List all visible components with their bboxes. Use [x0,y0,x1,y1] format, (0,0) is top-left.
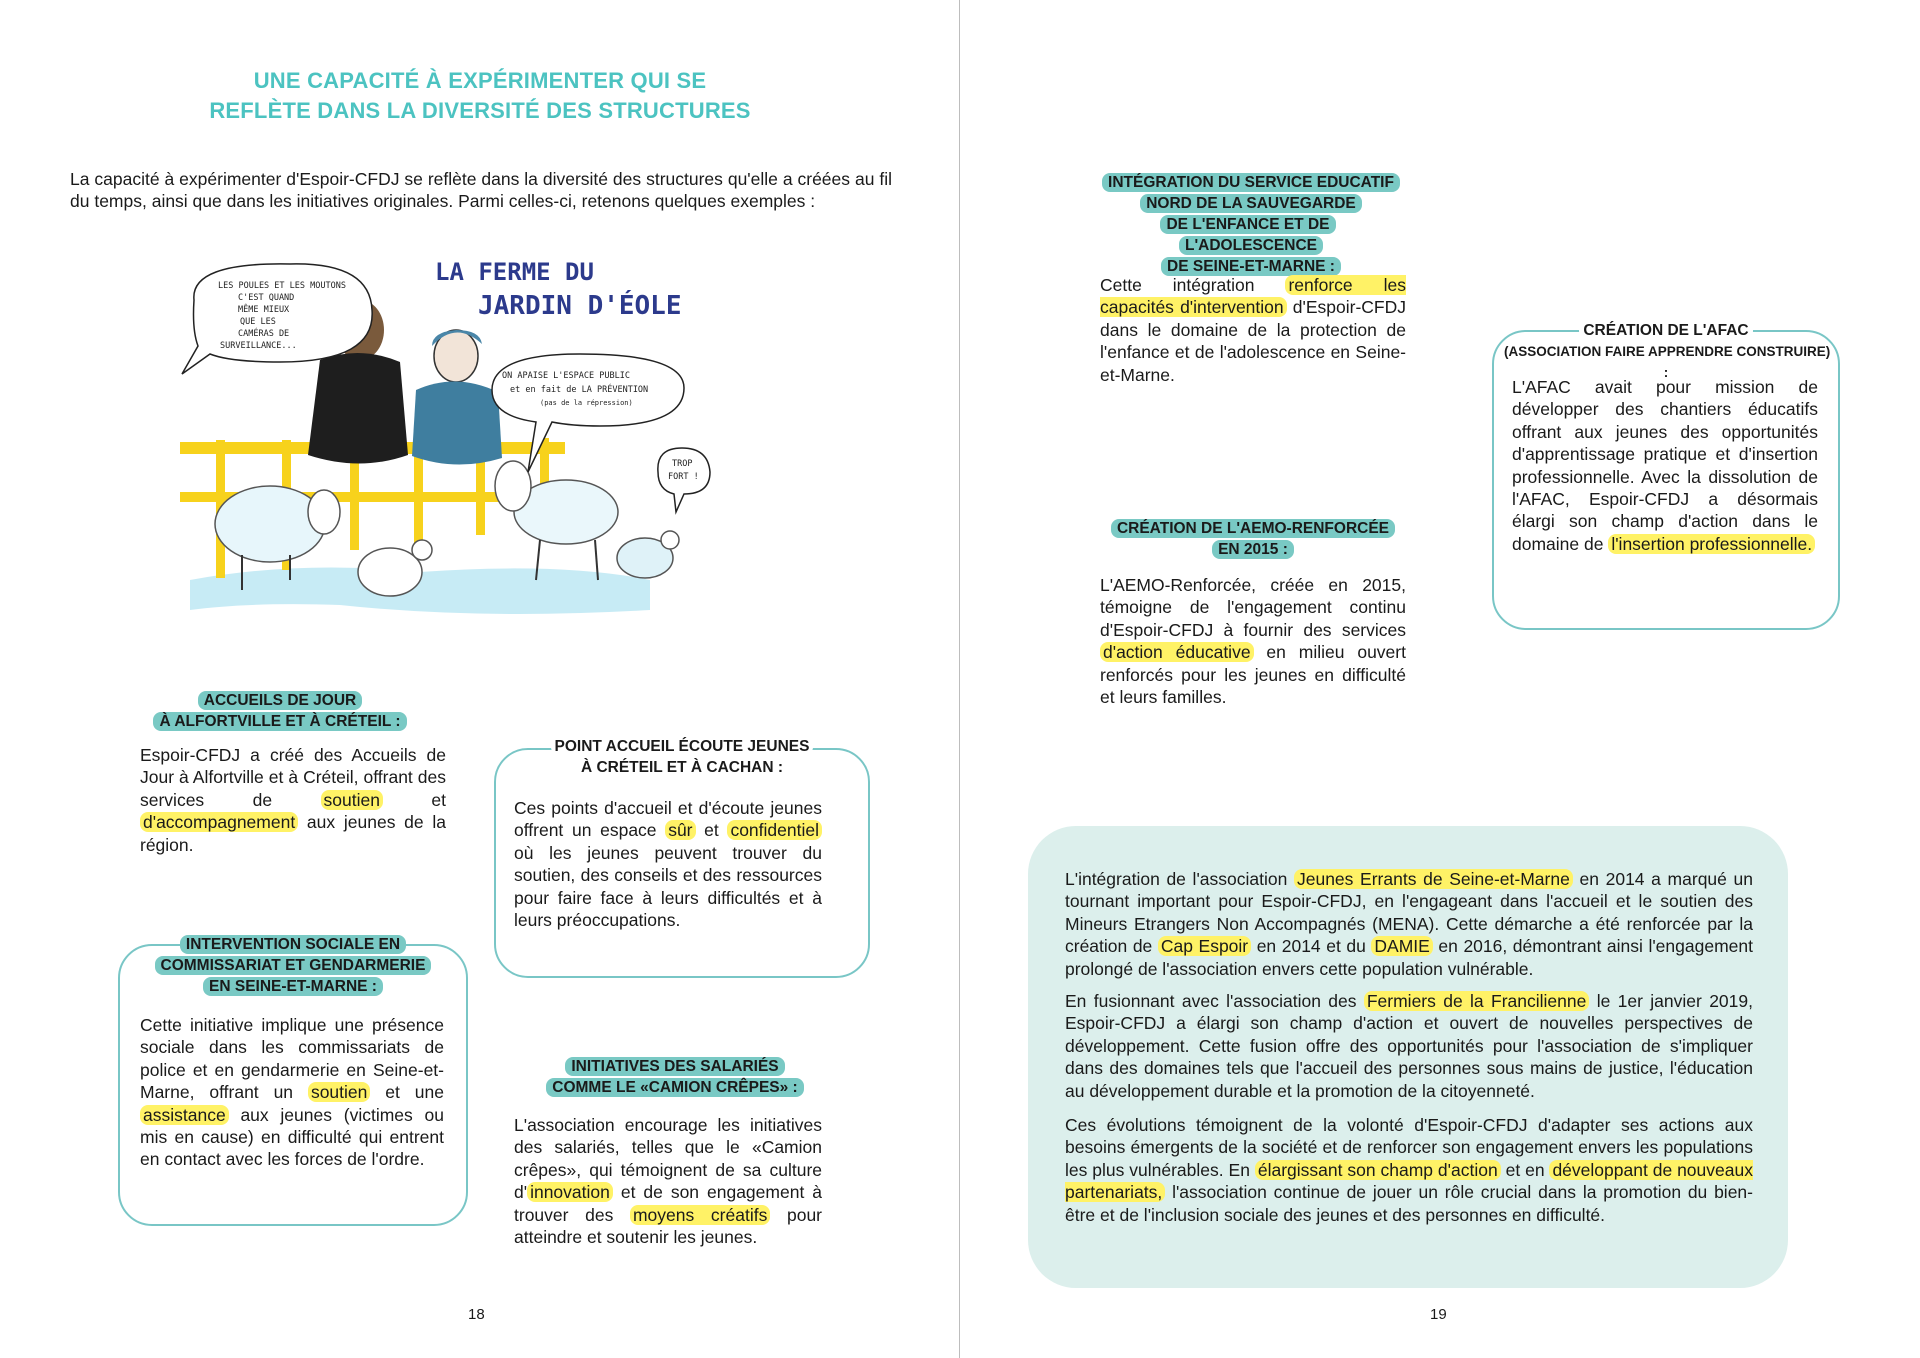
illustration-title-1: LA FERME DU [435,258,594,286]
afac-heading-2: (ASSOCIATION FAIRE APPRENDRE CONSTRUIRE) : [1500,344,1834,380]
integration-heading-2: NORD DE LA SAUVEGARDE [1140,194,1362,213]
intro-paragraph: La capacité à expérimenter d'Espoir-CFDJ se reflète dans la diversité des structures qu'elle a créées au fil du temps, ainsi que dans les initiatives originales. Parmi celles-ci, retenons quelques exemples : [70,169,892,212]
bubble1-line-5: CAMÉRAS DE [238,329,290,339]
highlight-accompagnement: d'accompagnement [140,812,298,832]
highlight-renforce: renforce les capacités d'intervention [1100,275,1406,318]
point-accueil-text: Ces points d'accueil et d'écoute jeunes offrent un espace sûr et confidentiel où les jeunes peuvent trouver du soutien, des conseils et des ressources pour faire face à leurs difficultés et à leurs préoccupations. [514,798,822,931]
integration-heading-1: INTÉGRATION DU SERVICE EDUCATIF [1102,173,1400,192]
bubble1-line-4: QUE LES [240,317,276,327]
highlight-fermiers: Fermiers de la Francilienne [1364,991,1589,1011]
intervention-heading-3: EN SEINE-ET-MARNE : [203,977,383,996]
highlight-confidentiel: confidentiel [727,820,822,840]
title-line-2: REFLÈTE DANS LA DIVERSITÉ DES STRUCTURES [209,98,751,123]
afac-heading [1500,320,1832,383]
bubble3-line-2: FORT ! [668,472,699,482]
title-line-1: UNE CAPACITÉ À EXPÉRIMENTER QUI SE [253,68,707,93]
highlight-damie: DAMIE [1371,936,1432,956]
intervention-heading-2: COMMISSARIAT ET GENDARMERIE [155,956,432,975]
intervention-text: Cette initiative implique une présence sociale dans les commissariats de police et en gendarmerie en Seine-et-Marne, offrant un soutien et une assistance aux jeunes (victimes ou mis en cause) en difficulté qui entrent en contact avec les forces de l'ordre. [140,1015,444,1170]
highlight-soutien-2: soutien [308,1082,370,1102]
integration-text: Cette intégration renforce les capacités d'intervention d'Espoir-CFDJ dans le domaine de la protection de l'enfance et de l'adolescence en Seine-et-Marne. [1100,275,1406,385]
accueils-heading-2: À ALFORTVILLE ET À CRÉTEIL : [153,712,406,731]
bubble1-line-1: LES POULES ET LES MOUTONS [218,281,346,291]
highlight-partenariats: développant de nouveaux partenariats, [1065,1159,1753,1203]
highlight-moyens-creatifs: moyens créatifs [630,1205,770,1225]
intervention-heading-1: INTERVENTION SOCIALE EN [180,935,406,954]
highlight-assistance: assistance [140,1105,229,1125]
bubble2-line-1: ON APAISE L'ESPACE PUBLIC [502,371,630,381]
point-accueil-heading-1: POINT ACCUEIL ÉCOUTE JEUNES [551,738,814,755]
accueils-heading [130,690,430,732]
illustration-title-2: JARDIN D'ÉOLE [478,291,682,321]
initiatives-heading-1: INITIATIVES DES SALARIÉS [565,1057,784,1076]
bubble1-line-3: MÊME MIEUX [238,305,290,315]
point-accueil-heading [500,736,864,778]
accueils-text: Espoir-CFDJ a créé des Accueils de Jour à Alfortville et à Créteil, offrant des services de soutien et d'accompagnement aux jeunes de la région. [140,745,446,855]
aemo-text: L'AEMO-Renforcée, créée en 2015, témoigne de l'engagement continu d'Espoir-CFDJ à fournir des services d'action éducative en milieu ouvert renforcés pour les jeunes en difficulté et leurs familles. [1100,575,1406,708]
afac-text: L'AFAC avait pour mission de développer des chantiers éducatifs offrant aux jeunes des opportunités d'apprentissage pratique et d'insertion professionnelle. Avec la dissolution de l'AFAC, Espoir-CFDJ a désormais élargi son champ d'action dans le domaine de l'insertion professionnelle. [1512,377,1818,554]
aemo-heading-2: EN 2015 : [1212,540,1294,559]
initiatives-heading-2: COMME LE «CAMION CRÊPES» : [546,1078,803,1097]
bubble3-line-1: TROP [672,459,693,469]
initiatives-text: L'association encourage les initiatives des salariés, telles que le «Camion crêpes», qui témoignent de sa culture d' innovation et de son engagement à trouver des moyens créatifs pour atteindre et soutenir les jeunes. [514,1115,823,1248]
highlight-insertion: l'insertion professionnelle. [1608,534,1815,554]
highlight-cap-espoir: Cap Espoir [1158,936,1251,956]
integration-heading [1096,172,1406,277]
section-title [150,66,810,126]
panel-paragraph-2: En fusionnant avec l'association des Fermiers de la Francilienne le 1er janvier 2019, Espoir-CFDJ a élargi son champ d'action et ouvert de nouvelles perspectives de développement. Cette fusion offre des opportunités pour l'association de s'impliquer dans des domaines tels que l'accueil des personnes sous mains de justice, l'éducation au développement durable et la promotion de la citoyenneté. [1065,991,1753,1101]
highlight-sur: sûr [665,820,695,840]
highlight-action-educative: d'action éducative [1100,642,1254,662]
panel-paragraph-1: L'intégration de l'association Jeunes Errants de Seine-et-Marne en 2014 a marqué un tournant important pour Espoir-CFDJ, en l'engageant dans l'accueil et le soutien des Mineurs Etrangers Non Accompagnés (MENA). Cette démarche a été renforcée par la création de Cap Espoir en 2014 et du DAMIE en 2016, démontrant ainsi l'engagement prolongé de l'association envers cette population vulnérable. [1065,869,1753,979]
page-number-right: 19 [1430,1306,1447,1323]
point-accueil-heading-2: À CRÉTEIL ET À CACHAN : [577,759,787,776]
bubble2-line-2: et en fait de LA PRÉVENTION [510,385,649,395]
highlight-soutien: soutien [321,790,383,810]
bubble2-line-3: (pas de la répression) [540,399,633,407]
accueils-heading-1: ACCUEILS DE JOUR [198,691,362,710]
aemo-heading-1: CRÉATION DE L'AEMO-RENFORCÉE [1111,519,1395,538]
initiatives-heading [520,1056,830,1098]
intervention-heading [140,934,446,997]
page-number-left: 18 [468,1306,485,1323]
aemo-heading [1098,518,1408,560]
farm-illustration [180,250,740,650]
bubble1-line-2: C'EST QUAND [238,293,295,303]
integration-heading-4: DE SEINE-ET-MARNE : [1161,257,1341,276]
highlight-innovation: innovation [527,1182,613,1202]
highlight-jeunes-errants: Jeunes Errants de Seine-et-Marne [1294,869,1573,889]
afac-heading-1: CRÉATION DE L'AFAC [1579,322,1752,339]
highlight-elargissant: élargissant son champ d'action [1255,1160,1501,1180]
bubble1-line-6: SURVEILLANCE... [220,341,297,351]
integration-heading-3: DE L'ENFANCE ET DE L'ADOLESCENCE [1160,215,1335,255]
panel-paragraph-3: Ces évolutions témoignent de la volonté d'Espoir-CFDJ d'adapter ses actions aux besoins émergents de la société et de renforcer son engagement envers les populations les plus vulnérables. En élargissant son champ d'action et en développant de nouveaux partenariats, l'association continue de jouer un rôle crucial dans la promotion du bien-être et de l'inclusion sociale des jeunes et des personnes en difficulté. [1065,1115,1753,1225]
